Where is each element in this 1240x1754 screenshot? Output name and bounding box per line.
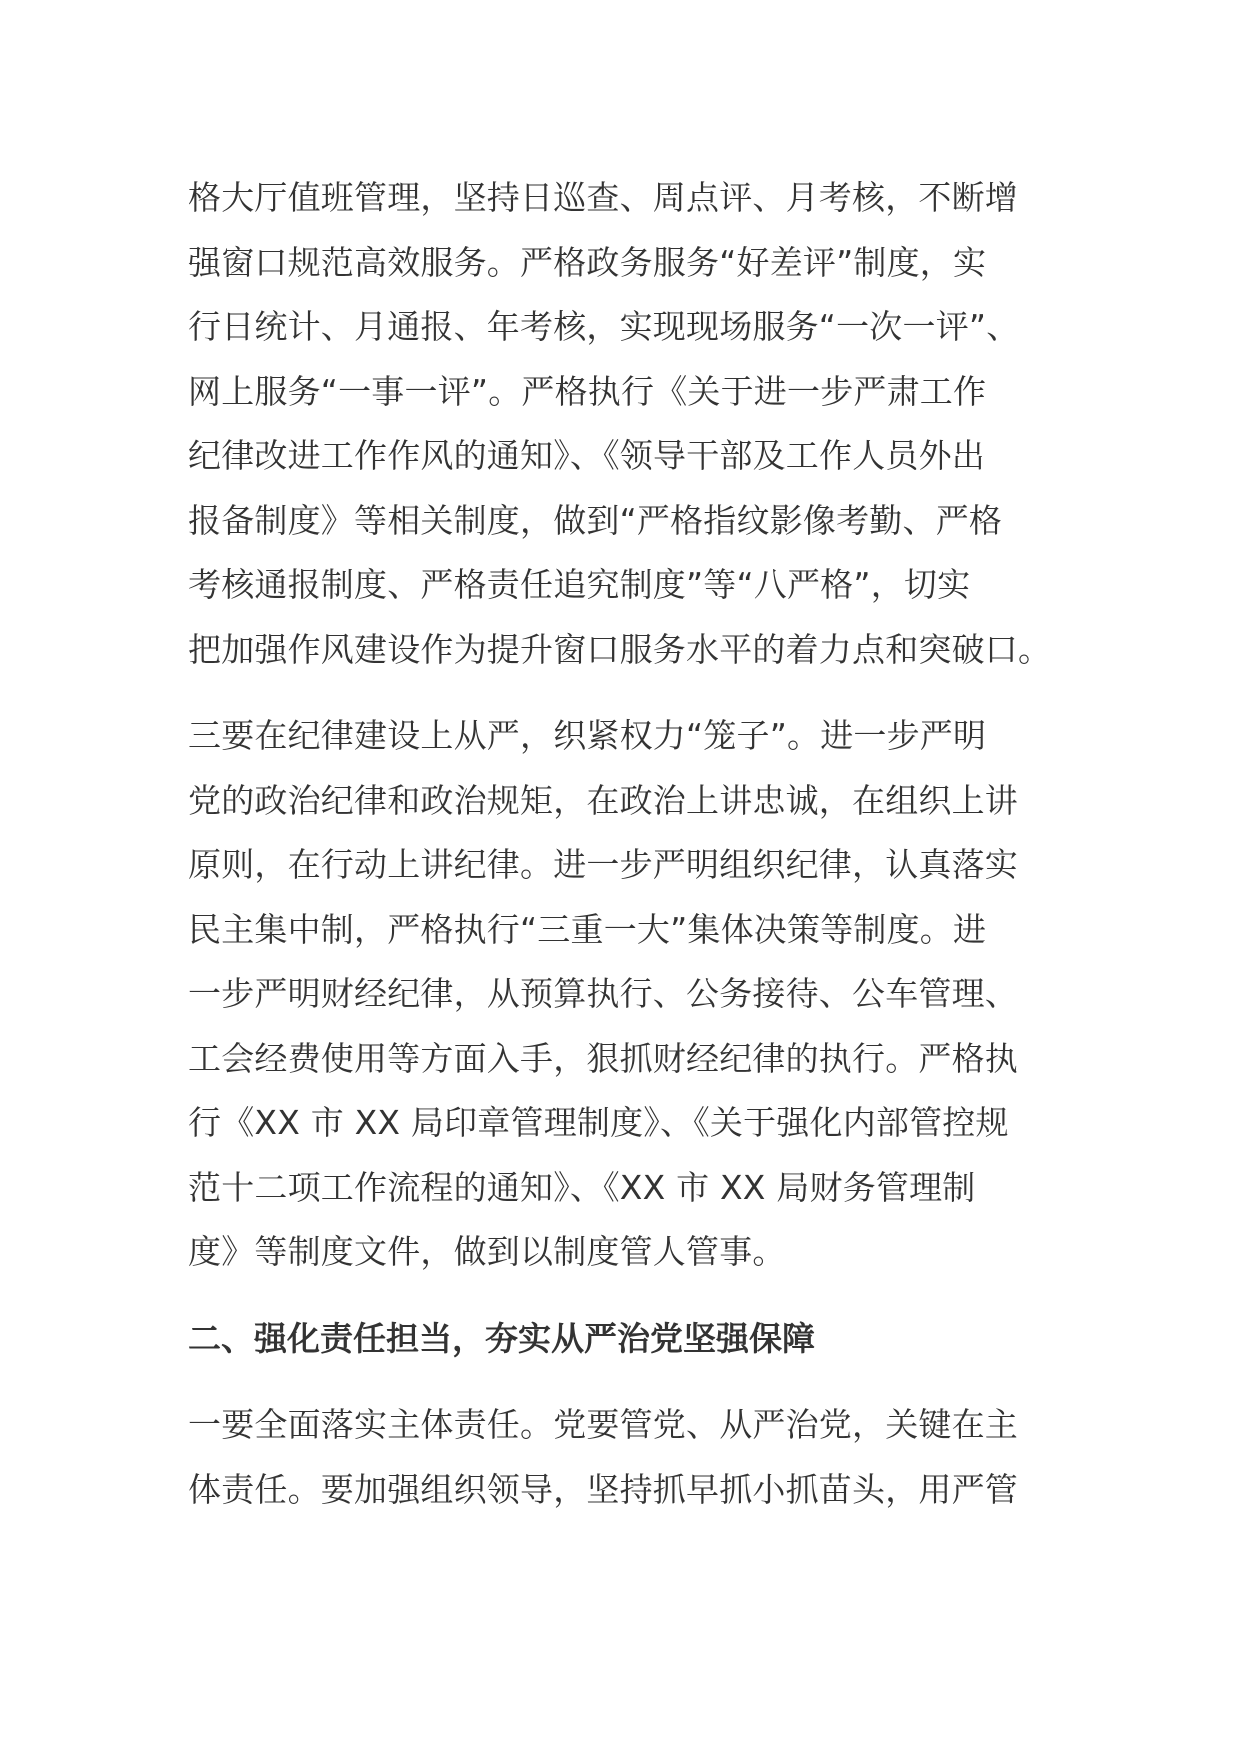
text-line: 一要全面落实主体责任。党要管党、从严治党，关键在主 [188, 1405, 1018, 1444]
text-line: 一步严明财经纪律，从预算执行、公务接待、公车管理、 [188, 974, 1018, 1013]
text-line: 党的政治纪律和政治规矩，在政治上讲忠诚，在组织上讲 [188, 780, 1018, 820]
text-line: 原则，在行动上讲纪律。进一步严明组织纪律，认真落实 [188, 845, 1018, 884]
text-line: 强窗口规范高效服务。严格政务服务“好差评”制度，实 [188, 242, 987, 282]
text-line: 把加强作风建设作为提升窗口服务水平的着力点和突破口。 [188, 629, 1052, 669]
document-body [188, 166, 1052, 1544]
text-line: 度》等制度文件，做到以制度管人管事。 [188, 1232, 786, 1271]
text-line: 行《XX 市 XX 局印章管理制度》、《关于强化内部管控规 [188, 1103, 1009, 1142]
text-line: 报备制度》等相关制度，做到“严格指纹影像考勤、严格 [188, 500, 1003, 540]
text-line: 格大厅值班管理，坚持日巡查、周点评、月考核，不断增 [188, 178, 1018, 217]
text-line: 体责任。要加强组织领导，坚持抓早抓小抓苗头，用严管 [188, 1469, 1018, 1509]
section-heading: 二、强化责任担当，夯实从严治党坚强保障 [188, 1318, 815, 1358]
text-line: 三要在纪律建设上从严，织紧权力“笼子”。进一步严明 [188, 716, 987, 755]
text-line: 民主集中制，严格执行“三重一大”集体决策等制度。进 [188, 909, 987, 949]
paragraph-window-service [188, 166, 1052, 682]
text-line: 纪律改进工作作风的通知》、《领导干部及工作人员外出 [188, 436, 985, 475]
paragraph-discipline [188, 704, 1048, 1285]
text-line: 考核通报制度、严格责任追究制度”等“八严格”，切实 [188, 565, 971, 604]
text-line: 工会经费使用等方面入手，狠抓财经纪律的执行。严格执 [188, 1038, 1018, 1078]
text-line: 网上服务“一事一评”。严格执行《关于进一步严肃工作 [188, 371, 987, 411]
paragraph-responsibility [188, 1393, 1048, 1522]
text-line: 范十二项工作流程的通知》、《XX 市 XX 局财务管理制 [188, 1167, 976, 1207]
text-line: 行日统计、月通报、年考核，实现现场服务“一次一评”、 [188, 307, 1020, 346]
